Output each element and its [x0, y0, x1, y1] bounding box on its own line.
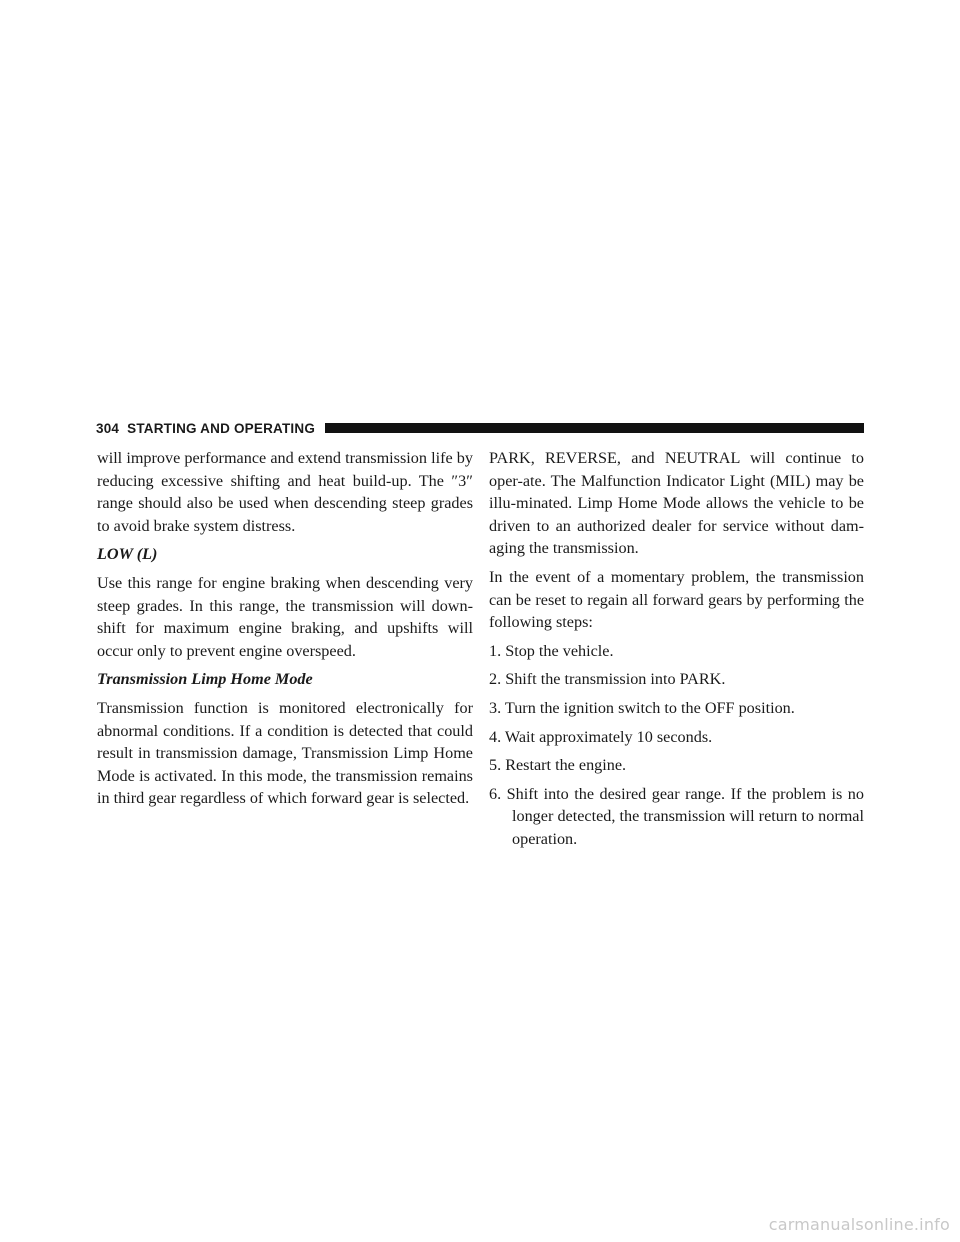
page-number: 304 [96, 420, 120, 436]
left-column [97, 447, 473, 816]
step-item: 4. Wait approximately 10 seconds. [489, 727, 713, 746]
step-item: 5. Restart the engine. [489, 756, 627, 775]
step-item: 3. Turn the ignition switch to the OFF position. [489, 698, 795, 717]
section-title: STARTING AND OPERATING [127, 420, 316, 436]
watermark-text: carmanualsonline.info [768, 1215, 950, 1234]
paragraph-limp-continued: PARK, REVERSE, and NEUTRAL will continue to oper-ate. The Malfunction Indicator Light (MIL) may be illu-minated. Limp Home Mode allows the vehicle to be driven to an authorized dealer for service without dam-aging the transmission. [489, 449, 864, 558]
paragraph-limp-home-mode: Transmission function is monitored electronically for abnormal conditions. If a condition is detected that could result in transmission damage, Transmission Limp Home Mode is activated. In this mode, the transmission remains in third gear regardless of which forward gear is selected. [97, 698, 473, 808]
paragraph-reset: In the event of a momentary problem, the transmission can be reset to regain all forward gears by performing the following steps: [489, 567, 864, 632]
paragraph-3-range: will improve performance and extend transmission life by reducing excessive shifting and heat build-up. The ″3″ range should also be used when descending steep grades to avoid brake system distress. [97, 449, 473, 535]
right-column [489, 447, 864, 857]
paragraph-low: Use this range for engine braking when descending very steep grades. In this range, the transmission will down-shift for maximum engine braking, and upshifts will occur only to prevent engine overspeed. [97, 573, 473, 660]
page-header [96, 418, 864, 438]
heading-low: LOW (L) [97, 545, 158, 564]
heading-limp-home-mode: Transmission Limp Home Mode [97, 670, 313, 689]
step-item: 2. Shift the transmission into PARK. [489, 670, 726, 689]
header-rule [325, 423, 864, 433]
step-item: 6. Shift into the desired gear range. If the problem is no longer detected, the transmission will return to normal operation. [489, 784, 864, 848]
step-item: 1. Stop the vehicle. [489, 641, 614, 660]
